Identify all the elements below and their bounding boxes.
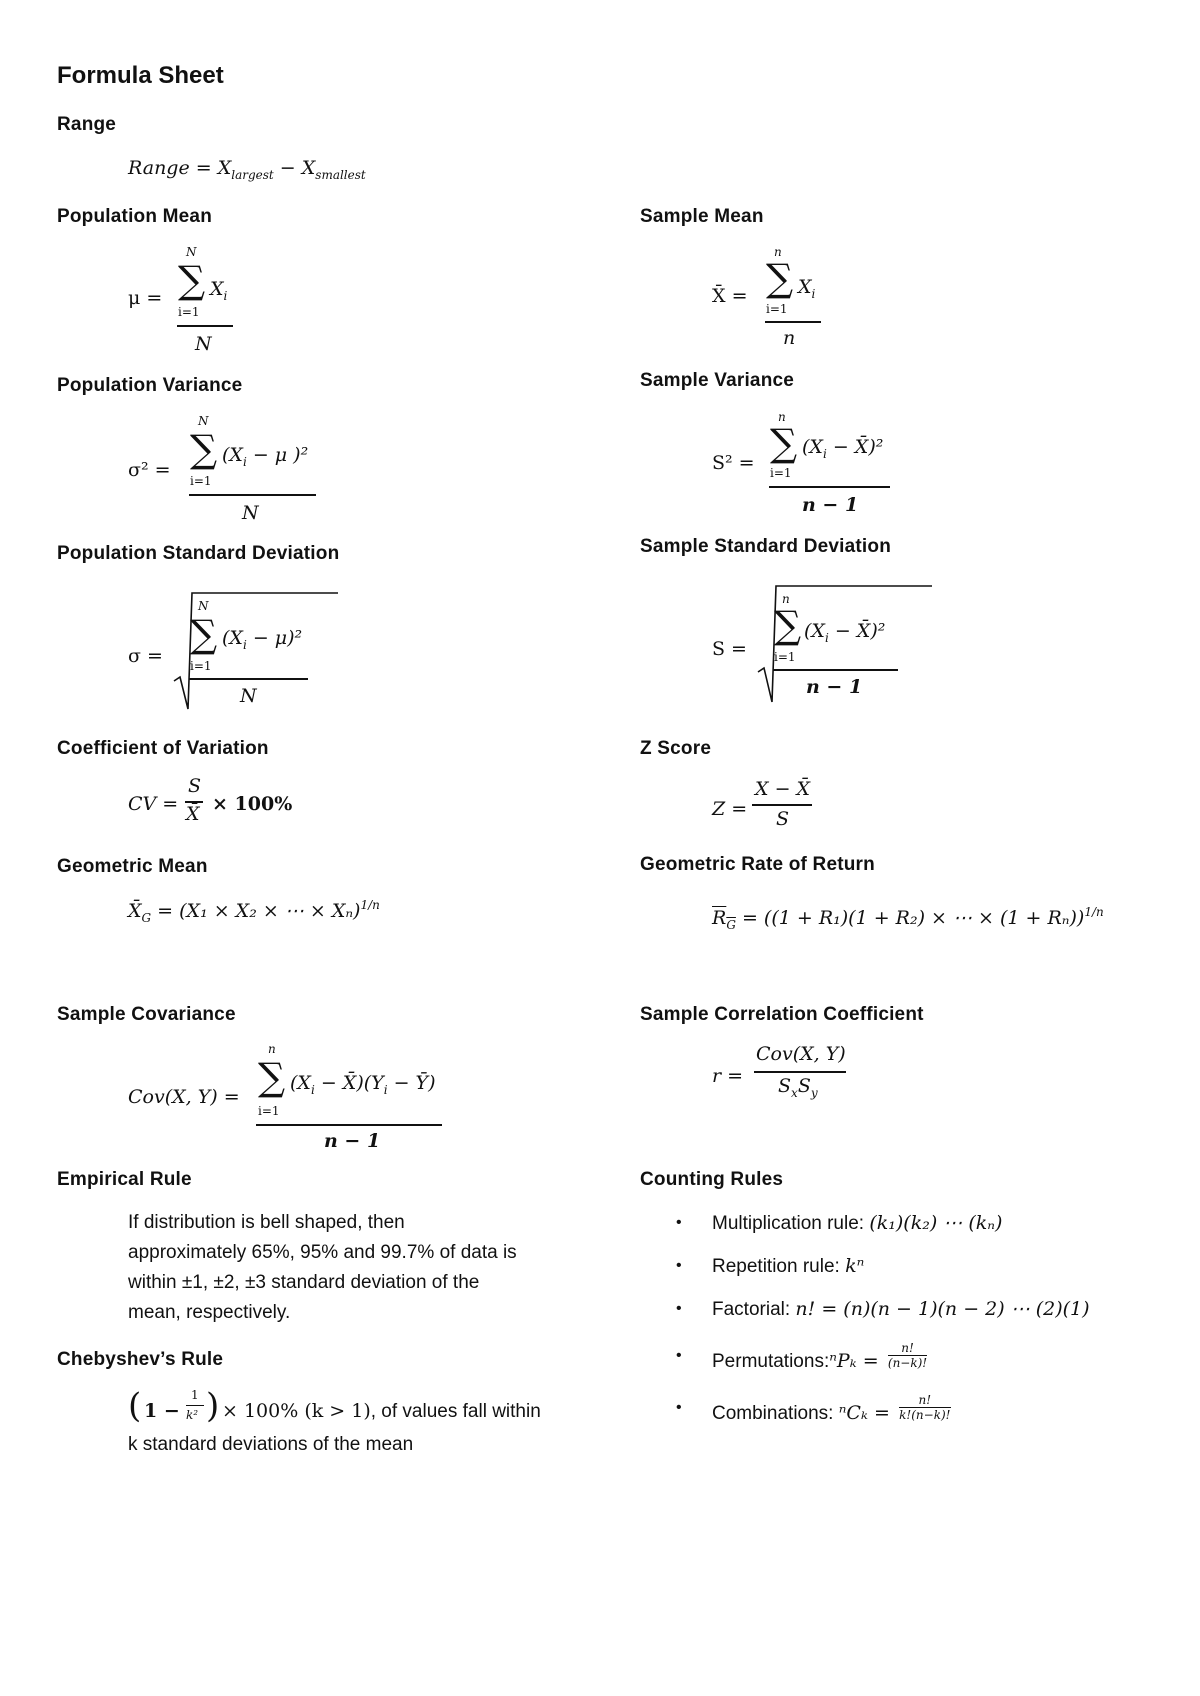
sum-upper: N [186, 245, 197, 259]
formula-lhs: σ = [128, 645, 163, 667]
sigma-symbol: ∑ [258, 1055, 286, 1099]
fraction-bar [752, 804, 812, 806]
fraction-bar [256, 1124, 442, 1126]
denominator: N [242, 502, 259, 524]
cv-rest: × 100% [212, 793, 293, 815]
formula-lhs: X̄ [128, 900, 142, 922]
sum-term: $X_i$ [210, 278, 228, 303]
open-paren: ( [128, 1386, 142, 1426]
empirical-heading: Empirical Rule [57, 1169, 192, 1190]
list-item: • Multiplication rule: (k₁)(k₂) ⋯ (kₙ) [676, 1212, 1003, 1234]
numerator: X − X̄ [755, 778, 811, 800]
sum-lower: i=1 [770, 466, 792, 480]
denominator: $S_xS_y$ [778, 1075, 818, 1100]
formula-lhs: σ² = [128, 459, 171, 481]
empirical-line: mean, respectively. [128, 1302, 291, 1323]
sample-mean-heading: Sample Mean [640, 206, 764, 227]
chebyshev-formula [128, 1388, 598, 1468]
page-title: Formula Sheet [57, 62, 224, 89]
sample-sd-heading: Sample Standard Deviation [640, 536, 892, 557]
sigma-symbol: ∑ [178, 258, 206, 302]
exponent: 1/n [360, 898, 380, 912]
cv-formula [128, 775, 328, 835]
sum-upper: N [198, 599, 209, 613]
population-variance-heading: Population Variance [57, 375, 243, 396]
list-item: • Combinations: ⁿCₖ = $\frac{n!}{k!(n-k)!}$ [676, 1393, 951, 1424]
population-variance-formula [128, 414, 328, 524]
sigma-symbol: ∑ [190, 427, 218, 471]
range-heading: Range [57, 114, 117, 135]
formula-lhs: r = [712, 1065, 744, 1087]
population-sd-heading: Population Standard Deviation [57, 543, 340, 564]
exponent: 1/n [1084, 905, 1104, 919]
counting-heading: Counting Rules [640, 1169, 784, 1190]
sum-upper: n [774, 245, 782, 259]
sigma-symbol: ∑ [774, 603, 802, 647]
fraction-bar [765, 321, 821, 323]
combination-fraction: $\frac{n!}{k!(n-k)!}$ [899, 1393, 951, 1422]
sum-term: ($X_i$ − $X̄)(Y_i$ − Ȳ) [290, 1072, 436, 1097]
formula-lhs: S² = [712, 452, 755, 474]
fraction-bar [769, 486, 890, 488]
empirical-text [128, 1208, 578, 1328]
sum-upper: n [782, 592, 790, 606]
fraction-bar [177, 325, 233, 327]
fraction-bar [754, 1071, 846, 1073]
sigma-symbol: ∑ [766, 256, 794, 300]
frac-numerator: 1 [191, 1388, 199, 1402]
bullet-icon: • [676, 1399, 682, 1416]
z-score-formula [712, 778, 832, 838]
chebyshev-text2: k standard deviations of the mean [128, 1434, 414, 1455]
sum-term: $(X_i - \mu)^2$ [222, 627, 303, 652]
sum-term: ($X_i - \mu$ )² [222, 444, 309, 469]
sum-upper: n [778, 410, 786, 424]
counting-list [676, 1212, 1090, 1445]
range-sub-largest: largest [231, 168, 274, 182]
denominator: X̄ [186, 803, 200, 825]
formula-lhs: CV = [128, 793, 179, 815]
geometric-return-heading: Geometric Rate of Return [640, 854, 875, 875]
sum-lower: i=1 [766, 302, 788, 316]
correlation-heading: Sample Correlation Coefficient [640, 1004, 924, 1025]
formula-rhs: = ((1 + R₁)(1 + R₂) × ⋯ × (1 + Rₙ)) [741, 907, 1085, 929]
numerator: S [188, 775, 202, 797]
numerator: Cov(X, Y) [756, 1043, 846, 1065]
chebyshev-rest: × 100% (k > 1), of values fall within [222, 1400, 541, 1422]
population-mean-heading: Population Mean [57, 206, 212, 227]
sum-upper: n [268, 1042, 276, 1056]
formula-lhs: X̄ = [712, 285, 748, 307]
range-sub-smallest: smallest [315, 168, 366, 182]
sample-mean-formula [712, 245, 842, 355]
population-sd-formula [128, 585, 338, 715]
geometric-mean-formula: $X̄_G = (X_1 \times X_2$ × ⋯ × Xₙ)$^{1/n}$ [128, 898, 380, 925]
denominator: n [783, 327, 796, 349]
denominator: n − 1 [806, 676, 863, 698]
bullet-icon: • [676, 1214, 682, 1231]
sample-variance-heading: Sample Variance [640, 370, 795, 391]
denominator: S [776, 808, 790, 830]
denominator: N [240, 685, 257, 707]
fraction-bar [773, 669, 898, 671]
formula-lhs: S = [712, 638, 747, 660]
sigma-symbol: ∑ [190, 612, 218, 656]
bullet-icon: • [676, 1347, 682, 1364]
range-lhs: Range [128, 157, 190, 179]
sample-variance-formula [712, 410, 912, 520]
sum-term: ($X_i$ − X̄)² [802, 436, 884, 461]
sum-lower: i=1 [258, 1104, 280, 1118]
fraction-bar [186, 1405, 204, 1406]
frac-denominator: k² [186, 1408, 199, 1422]
denominator: n − 1 [324, 1130, 381, 1152]
denominator: N [195, 333, 212, 355]
fraction-bar [189, 494, 316, 496]
range-formula: Range = $X_{largest} - X_{smallest}$ [128, 157, 366, 182]
formula-lhs: Cov(X, Y) = [128, 1086, 240, 1108]
list-item: • Factorial: n! = (n)(n − 1)(n − 2) ⋯ (2)(1) [676, 1298, 1090, 1320]
sum-upper: N [198, 414, 209, 428]
fraction-bar [189, 678, 308, 680]
geometric-mean-heading: Geometric Mean [57, 856, 208, 877]
cv-heading: Coefficient of Variation [57, 738, 269, 759]
formula-lhs: μ = [128, 287, 163, 309]
close-paren: ) [206, 1386, 220, 1426]
list-item: • Repetition rule: kⁿ [676, 1255, 865, 1277]
list-item: • Permutations:ⁿPₖ = $\frac{n!}{(n-k)!}$ [676, 1341, 928, 1372]
denominator: n − 1 [802, 494, 859, 516]
population-mean-formula [128, 245, 258, 355]
one: 1 − [144, 1400, 180, 1422]
sum-lower: i=1 [190, 659, 212, 673]
z-score-heading: Z Score [640, 738, 712, 759]
bullet-icon: • [676, 1300, 682, 1317]
formula-lhs: $R_G$ [712, 907, 736, 932]
sum-lower: i=1 [178, 305, 200, 319]
sigma-symbol: ∑ [770, 421, 798, 465]
sum-lower: i=1 [774, 650, 796, 664]
sum-lower: i=1 [190, 474, 212, 488]
chebyshev-heading: Chebyshev’s Rule [57, 1349, 224, 1370]
correlation-formula [712, 1043, 872, 1113]
empirical-line: If distribution is bell shaped, then [128, 1212, 405, 1233]
covariance-heading: Sample Covariance [57, 1004, 236, 1025]
bullet-icon: • [676, 1257, 682, 1274]
formula-lhs: Z = [712, 798, 748, 820]
empirical-line: within ±1, ±2, ±3 standard deviation of the [128, 1272, 480, 1293]
empirical-line: approximately 65%, 95% and 99.7% of data is [128, 1242, 517, 1263]
covariance-formula [128, 1042, 468, 1152]
sum-term: ($X_i$ − X̄)² [804, 620, 886, 645]
geometric-return-formula [712, 905, 1104, 932]
permutation-fraction: $\frac{n!}{(n-k)!}$ [887, 1341, 928, 1370]
sample-sd-formula [712, 578, 922, 708]
formula-rhs: = (X₁ × X₂ × ⋯ × Xₙ) [157, 900, 361, 922]
sum-term: $X_i$ [798, 276, 816, 301]
